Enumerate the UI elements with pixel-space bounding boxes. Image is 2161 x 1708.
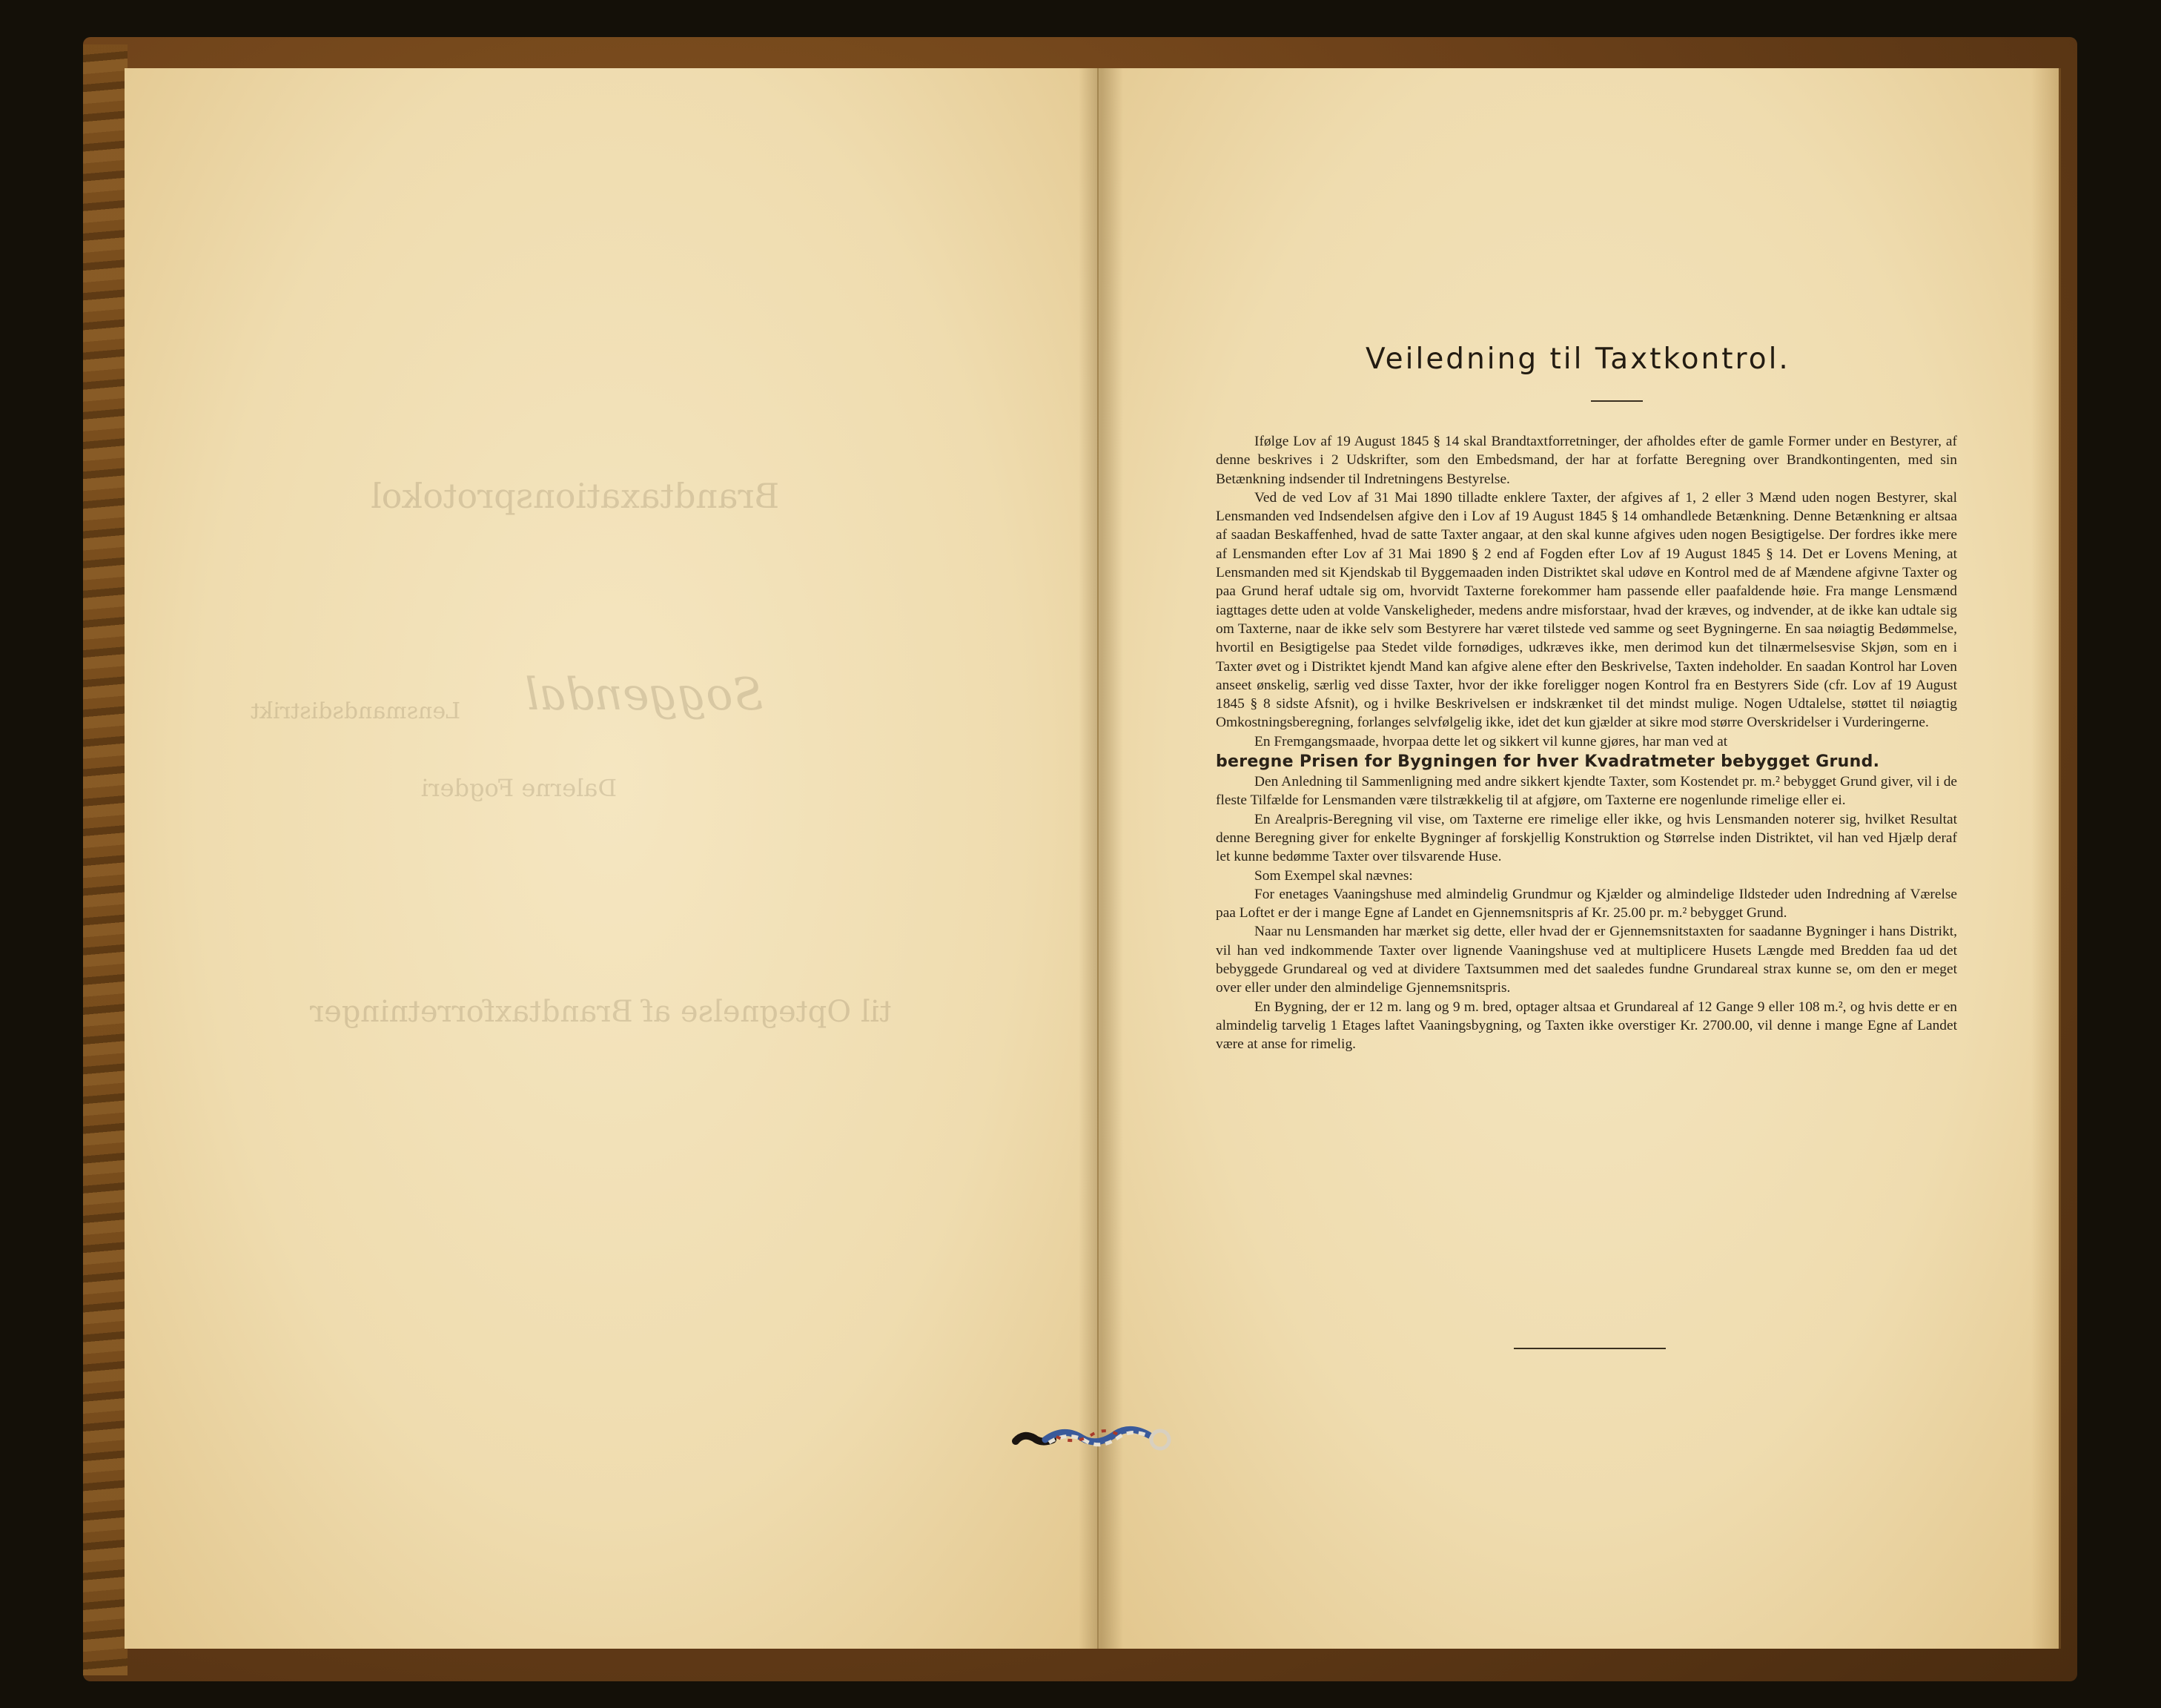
page-title: Veiledning til Taxtkontrol. <box>1366 342 1790 376</box>
bleed-line-2: Soggendal <box>525 669 764 721</box>
binding-thread-icon <box>1012 1411 1179 1460</box>
paragraph-9: En Bygning, der er 12 m. lang og 9 m. bred, optager altsaa et Grundareal af 12 Gange 9 eller 108 m.², og hvis dette er en almindelig tarvelig 1 Etages laftet Vaaningsbygning, og Taxten ikke overstiger Kr. 2700.00, vil denne i mange Egne af Landet være at anse for rimelig. <box>1216 999 1957 1053</box>
bleed-line-4: Dalerne Fogderi <box>421 774 618 802</box>
paragraph-2: Ved de ved Lov af 31 Mai 1890 tilladte enklere Taxter, der afgives af 1, 2 eller 3 Mænd uden nogen Bestyrer, skal Lensmanden ved Indsendelsen afgive den i Lov af 19 August 1845 § 14 omhandlede Betænkning. Denne Betænkning er altsaa af saadan Beskaffenhed, hvad de satte Taxter angaar, at den skal kunne afgives uden nogen Besigtigelse. Der fordres ikke mere af Lensmanden efter Lov af 31 Mai 1890 § 2 end af Fogden efter Lov af 19 August 1845 § 14. Det er Lovens Mening, at Lensmanden med sit Kjendskab til Byggemaaden inden Distriktet skal udøve en Kontrol med de af Mændene afgivne Taxter og paa Grund heraf udtale sig om, hvorvidt Taxterne forekommer ham passende eller paafaldende høie. Fra mange Lensmænd iagttages dette uden at volde Vanskeligheder, medens andre misforstaar, hvad der kræves, og indvender, at de ikke kan udtale sig om Taxterne, naar de ikke selv som Bestyrere har været tilstede ved samme og seet Bygningerne. En saa nøiagtig Bedømmelse, hvortil en Besigtigelse paa Stedet vilde fornødiges, udkræves ikke, men derimod kun det tilnærmelsesvise Skjøn, som en i Taxter øvet og i Distriktet kjendt Mand kan afgive alene efter den Beskrivelse, Taxten indeholder. En saadan Kontrol har Loven anseet ønskelig, særlig ved disse Taxter, hvor der ikke foreligger nogen Kontrol fra en Bestyrers Side (cfr. Lov af 19 August 1845 § 8 sidste Afsnit), og i hvilke Beskrivelsen er indskrænket til det mindst mulige. Nogen Udtalelse, støttet til nøiagtig Omkostningsberegning, forlanges selvfølgelig ikke, idet det kun gjælder at sikre mod større Overskridelser i Vurderingerne. <box>1216 489 1957 731</box>
bleed-line-1: Brandtaxationsprotokol <box>371 476 780 516</box>
title-rule <box>1591 400 1643 402</box>
paragraph-5: En Arealpris-Beregning vil vise, om Taxterne ere rimelige eller ikke, og hvis Lensmanden noterer sig, hvilket Resultat denne Beregning giver for enkelte Bygninger af forskjellig Konstruktion og Størrelse inden Distriktet, vil han ved Hjælp deraf let kunne bedømme Taxter over tilsvarende Huse. <box>1216 811 1957 865</box>
paragraph-3: En Fremgangsmaade, hvorpaa dette let og sikkert vil kunne gjøres, har man ved at <box>1254 733 1728 749</box>
binding-thread <box>1012 1411 1179 1460</box>
emphasis-line: beregne Prisen for Bygningen for hver Kvadratmeter bebygget Grund. <box>1216 752 1880 772</box>
left-page <box>125 68 1099 1649</box>
end-rule <box>1514 1348 1666 1349</box>
paragraph-6: Som Exempel skal nævnes: <box>1254 867 1413 884</box>
bleed-line-3: Lensmandsdistrikt <box>251 698 461 724</box>
paragraph-8: Naar nu Lensmanden har mærket sig dette, eller hvad der er Gjennemsnitstaxten for saadanne Bygninger i hans Distrikt, vil han ved indkommende Taxter over lignende Vaaningshuse ved at multiplicere Husets Længde med Bredden faa ud det bebyggede Grundareal og ved at dividere Taxtsummen med det saaledes fundne Grundareal strax kunne se, om den er meget over eller under den almindelige Gjennemsnitspris. <box>1216 924 1957 996</box>
bleed-line-5: til Optegnelse af Brandtaxforretninger <box>310 995 892 1029</box>
paragraph-1: Ifølge Lov af 19 August 1845 § 14 skal Brandtaxtforretninger, der afholdes efter de gamle Former under en Bestyrer, af denne beskrives i 2 Udskrifter, som den Embedsmand, der har at forfatte Beregning over Brandkontingenten, med sin Betænkning indsender til Indretningens Bestyrelse. <box>1216 434 1957 487</box>
guidance-text <box>1216 432 1957 1054</box>
page-right-edge <box>2031 68 2061 1649</box>
cover-spine-edge <box>83 44 128 1675</box>
paragraph-4: Den Anledning til Sammenligning med andre sikkert kjendte Taxter, som Kostendet pr. m.² bebygget Grund giver, vil i de fleste Tilfælde for Lensmanden være tilstrækkelig til at afgjøre, om Taxterne ere nogenlunde rimelige eller ei. <box>1216 774 1957 809</box>
paragraph-7: For enetages Vaaningshuse med almindelig Grundmur og Kjælder og almindelige Ildsteder uden Indredning af Værelse paa Loftet er der i mange Egne af Landet en Gjennemsnitspris af Kr. 25.00 pr. m.² bebygget Grund. <box>1216 886 1957 921</box>
